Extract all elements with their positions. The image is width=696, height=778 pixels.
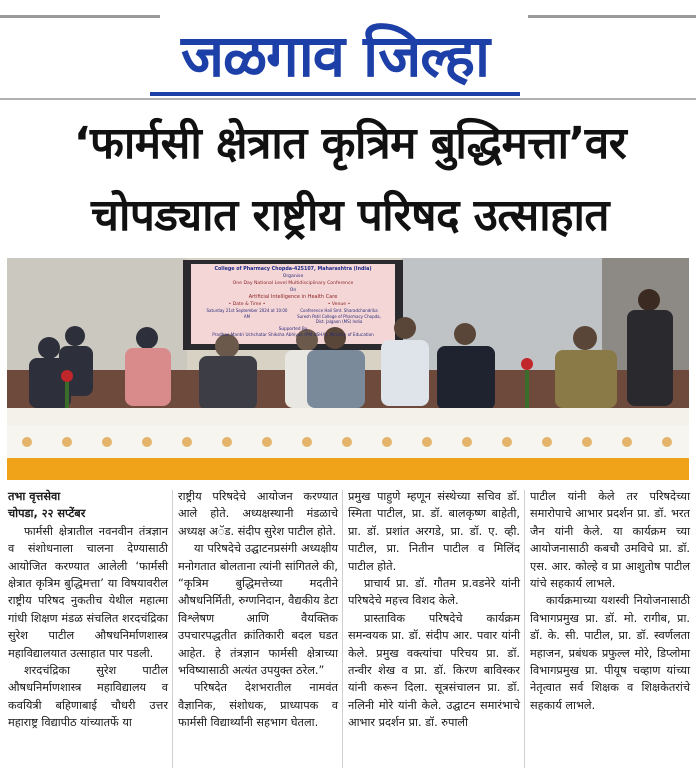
byline-source: तभा वृत्तसेवा — [8, 490, 61, 503]
masthead-title: जळगाव जिल्हा — [180, 22, 490, 90]
banner-organise: Organise — [282, 274, 304, 279]
article-column-2 — [178, 488, 338, 732]
article-paragraph: प्राचार्य प्रा. डॉ. गौतम प्र.वडनेरे यांनी परिषदेचे महत्त्व विशद केले. — [348, 577, 520, 608]
column-rule-1 — [172, 490, 173, 768]
banner-topic: Artificial Intelligence in Health Care — [248, 294, 338, 300]
article-paragraph: प्रमुख पाहुणे म्हणून संस्थेच्या सचिव डॉ. स्मिता पाटील, प्रा. डॉ. बालकृष्ण बाहेती, प्रा. डॉ. प्रशांत अरगडे, प्रा. डॉ. ए. व्ही. पाटील, प्रा. नितीन पाटील व मिलिंद पाटील होते. — [348, 490, 520, 573]
article-paragraph: कार्यक्रमाच्या यशस्वी नियोजनासाठी विभागप्रमुख प्रा. डॉ. मो. रागीब, प्रा. डॉ. के. सी. पाटील, प्रा. डॉ. स्वर्णलता महाजन, प्रबंधक प्रफुल्ल मोरे, डिप्लोमा विभागप्रमुख प्रा. पीयूष चव्हाण यांच्या नेतृत्वात सर्व शिक्षक व शिक्षकेतरांचे सहकार्य लाभले. — [530, 594, 690, 712]
article-paragraph: शरदचंद्रिका सुरेश पाटील औषधनिर्माणशास्त्र महाविद्यालय व कवयित्री बहिणाबाई चौधरी उत्तर महाराष्ट्र विद्यापीठ यांच्यातर्फे या — [8, 664, 168, 730]
headline — [10, 108, 690, 252]
article-paragraph: प्रास्ताविक परिषदेचे कार्यक्रम समन्वयक प्रा. डॉ. संदीप आर. पवार यांनी केले. प्रमुख वक्त्यांचा परिचय प्रा. डॉ. तन्वीर शेख व प्रा. डॉ. किरण बाविस्कर यांनी करून दिला. सूत्रसंचालन प्रा. डॉ. नलिनी मोरे यांनी केले. उद्घाटन समारंभाचे आभार प्रदर्शन प्रा. डॉ. रुपाली — [348, 611, 520, 730]
masthead-rule-left — [0, 15, 160, 18]
article-column-4 — [530, 488, 690, 714]
banner-college: College of Pharmacy Chopda-425107, Maharashtra (India) — [214, 267, 372, 272]
article-paragraph: परिषदेत देशभरातील नामवंत वैज्ञानिक, संशोधक, प्राध्यापक व फार्मसी विद्यार्थ्यांनी सहभाग घेतला. — [178, 681, 338, 730]
article-column-1 — [8, 488, 168, 732]
byline-dateline: चोपडा, २२ सप्टेंबर — [8, 507, 86, 521]
banner-text — [193, 266, 393, 344]
banner-on: On — [289, 288, 297, 293]
column-rule-2 — [342, 490, 343, 768]
masthead-divider — [0, 98, 696, 100]
article-column-3 — [348, 488, 520, 732]
article-paragraph: फार्मसी क्षेत्रातील नवनवीन तंत्रज्ञान व संशोधनाला चालना देण्यासाठी आयोजित करण्यात आलेली ‘फार्मसी क्षेत्रात कृत्रिम बुद्धिमत्ता’ या विषयावरील राष्ट्रीय परिषद नुकतीच येथील महात्मा गांधी शिक्षण मंडळ संचलित शरदचंद्रिका सुरेश पाटील औषधनिर्माणशास्त्र महाविद्यालयात उत्साहात पार पडली. — [8, 524, 168, 660]
masthead-rule-right — [528, 15, 696, 18]
banner-event: One Day National Level Multidisciplinary Conference — [232, 281, 354, 286]
banner-venue-label: • Venue • — [327, 302, 351, 307]
masthead-underline — [150, 92, 520, 96]
column-rule-3 — [524, 490, 525, 768]
banner-date-value: Saturday 21st September 2024 at 10:00 AM — [206, 308, 288, 319]
banner-venue-value: Conference Hall Smt. Sharadchandrika Suresh Patil College of Pharmacy Chopda, Dist. Jalgaon (MS) India — [297, 308, 381, 324]
headline-line-1: ‘फार्मसी क्षेत्रात कृत्रिम बुद्धिमत्ता’वर — [73, 118, 627, 169]
banner-supported: Supported By — [278, 325, 308, 331]
banner-sponsor: Pradhan Mantri Uchchatar Shiksha Abhiyan (PM-USHA), Ministry of Education — [212, 331, 374, 337]
conference-photo — [7, 258, 689, 480]
banner-date-label: • Date & Time • — [228, 302, 266, 307]
article-paragraph: या परिषदेचे उद्घाटनप्रसंगी अध्यक्षीय मनोगतात बोलताना त्यांनी सांगितले की, “कृत्रिम बुद्धिमत्तेच्या मदतीने औषधनिर्मिती, रुग्णनिदान, वैद्यकीय डेटा विश्लेषण आणि वैयक्तिक उपचारपद्धतीत क्रांतिकारी बदल घडत आहेत. हे तंत्रज्ञान फार्मसी क्षेत्राच्या भविष्यासाठी अत्यंत उपयुक्त ठरेल.” — [178, 542, 338, 678]
headline-line-2: चोपड्यात राष्ट्रीय परिषद उत्साहात — [91, 190, 609, 241]
article-paragraph: राष्ट्रीय परिषदेचे आयोजन करण्यात आले होते. अध्यक्षस्थानी मंडळाचे अध्यक्ष अॅड. संदीप सुरेश पाटील होते. — [178, 490, 338, 538]
article-paragraph: पाटील यांनी केले तर परिषदेच्या समारोपाचे आभार प्रदर्शन प्रा. डॉ. भरत जैन यांनी केले. या कार्यक्रम च्या आयोजनासाठी कबचौ उमविचे प्रा. डॉ. एस. आर. कोल्हे व प्रा आशुतोष पाटील यांचे सहकार्य लाभले. — [530, 490, 690, 591]
